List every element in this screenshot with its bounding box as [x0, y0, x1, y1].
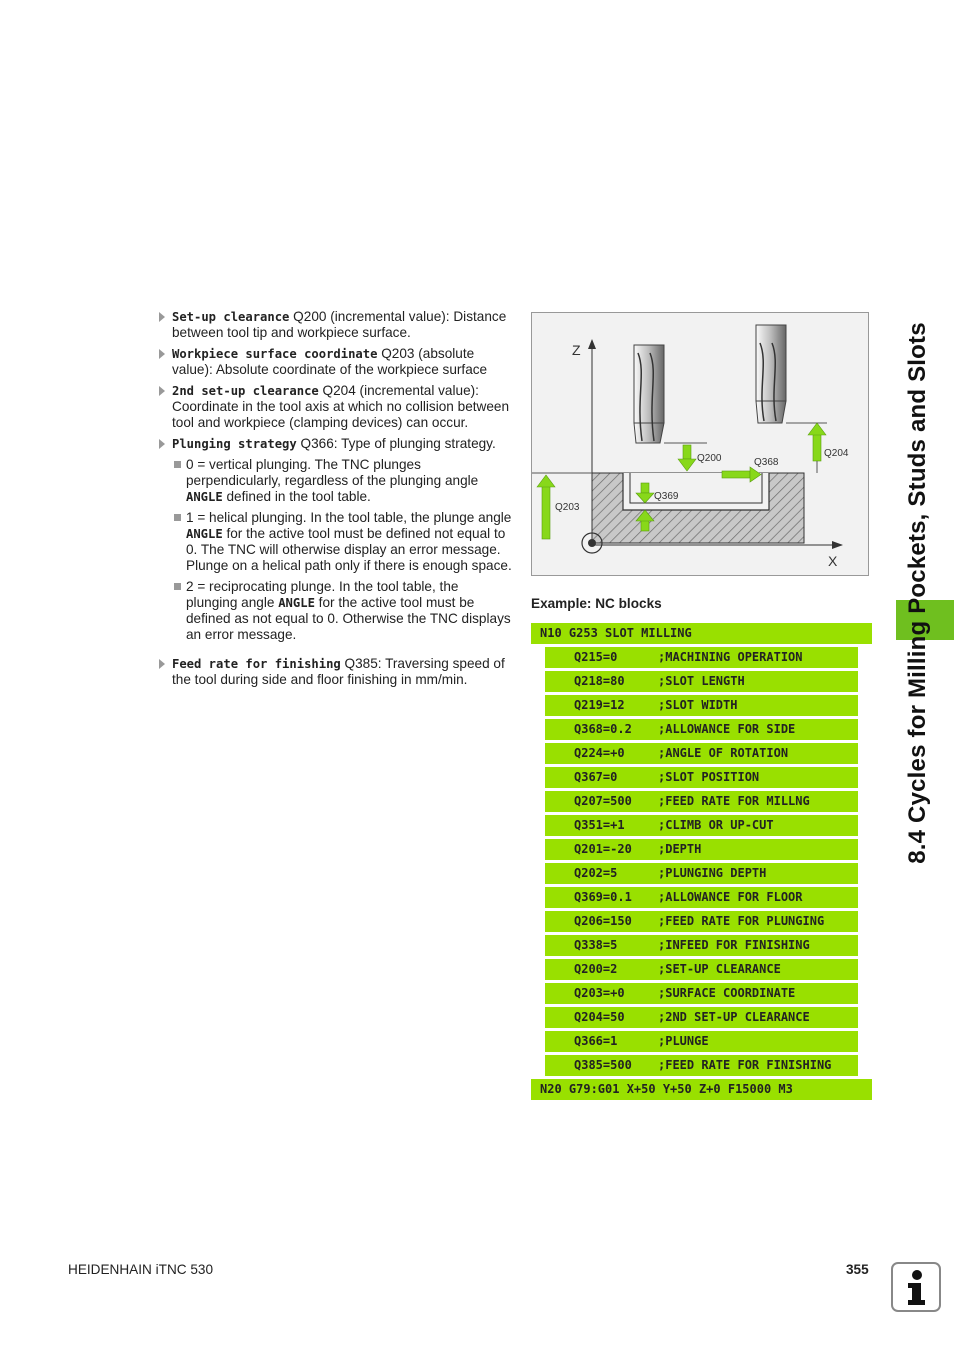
param-workpiece-surface — [158, 346, 513, 378]
nc-row — [545, 719, 858, 740]
bullet-triangle-icon — [159, 349, 165, 359]
label-q204: Q204 — [824, 448, 849, 459]
bullet-triangle-icon — [159, 386, 165, 396]
nc-comment: ;FEED RATE FOR MILLNG — [658, 794, 810, 808]
example-heading: Example: NC blocks — [531, 596, 662, 611]
bullet-triangle-icon — [159, 659, 165, 669]
nc-row — [545, 647, 858, 668]
option-keyword: ANGLE — [278, 596, 315, 610]
nc-parameter-rows — [531, 647, 872, 1076]
nc-comment: ;ANGLE OF ROTATION — [658, 746, 789, 760]
label-q368: Q368 — [754, 457, 779, 468]
nc-row — [545, 1055, 858, 1076]
param-text: Q366: Type of plunging strategy. — [296, 436, 496, 451]
nc-row — [545, 767, 858, 788]
param-keyword: Plunging strategy — [172, 437, 297, 451]
nc-comment: ;PLUNGING DEPTH — [658, 866, 767, 880]
chapter-side-title — [898, 310, 938, 876]
info-icon — [891, 1262, 941, 1312]
param-keyword: Feed rate for finishing — [172, 657, 341, 671]
nc-program — [531, 623, 872, 1103]
nc-row — [545, 911, 858, 932]
footer-product-name: HEIDENHAIN iTNC 530 — [68, 1262, 214, 1277]
nc-block-last: N20 G79:G01 X+50 Y+50 Z+0 F15000 M3 — [531, 1079, 872, 1100]
nc-code: Q215=0 — [574, 650, 618, 664]
nc-comment: ;PLUNGE — [658, 1034, 709, 1048]
bullet-square-icon — [174, 461, 181, 468]
label-q369: Q369 — [654, 491, 679, 502]
nc-code: Q351=+1 — [574, 818, 625, 832]
nc-code: Q202=5 — [574, 866, 618, 880]
nc-code: Q206=150 — [574, 914, 632, 928]
nc-code: Q207=500 — [574, 794, 632, 808]
nc-comment: ;FEED RATE FOR PLUNGING — [658, 914, 825, 928]
nc-code: Q338=5 — [574, 938, 618, 952]
label-q200: Q200 — [697, 453, 722, 464]
option-keyword: ANGLE — [186, 527, 223, 541]
nc-row — [545, 743, 858, 764]
label-q203: Q203 — [555, 502, 580, 513]
nc-code: Q366=1 — [574, 1034, 618, 1048]
nc-code: Q219=12 — [574, 698, 625, 712]
nc-row — [545, 695, 858, 716]
option-helical — [158, 510, 513, 574]
chapter-title-text: 8.4 Cycles for Milling Pockets, Studs and Slots — [904, 322, 931, 864]
option-text: for the active tool must be defined not equal to 0. The TNC will otherwise display an error message. Plunge on a helical path only if there is enough space. — [186, 526, 512, 573]
nc-code: Q204=50 — [574, 1010, 625, 1024]
bullet-square-icon — [174, 514, 181, 521]
param-keyword: Workpiece surface coordinate — [172, 347, 378, 361]
nc-code: Q203=+0 — [574, 986, 625, 1000]
nc-row — [545, 983, 858, 1004]
bullet-square-icon — [174, 583, 181, 590]
axis-x-label: X — [828, 553, 838, 569]
param-keyword: Set-up clearance — [172, 310, 290, 324]
nc-comment: ;SLOT LENGTH — [658, 674, 745, 688]
nc-row — [545, 671, 858, 692]
nc-code: Q201=-20 — [574, 842, 632, 856]
nc-code: Q224=+0 — [574, 746, 625, 760]
nc-comment: ;ALLOWANCE FOR FLOOR — [658, 890, 803, 904]
slot-milling-diagram — [531, 312, 869, 576]
nc-row — [545, 839, 858, 860]
nc-comment: ;FEED RATE FOR FINISHING — [658, 1058, 832, 1072]
nc-row — [545, 959, 858, 980]
nc-block-first: N10 G253 SLOT MILLING — [531, 623, 872, 644]
nc-code: Q385=500 — [574, 1058, 632, 1072]
tool-vertical — [634, 345, 664, 443]
option-text: defined in the tool table. — [222, 489, 371, 504]
param-text: Q203 (absolute value): Absolute coordinate of the workpiece surface — [172, 346, 488, 377]
option-keyword: ANGLE — [186, 490, 223, 504]
nc-comment: ;SET-UP CLEARANCE — [658, 962, 781, 976]
param-keyword: 2nd set-up clearance — [172, 384, 319, 398]
nc-row — [545, 791, 858, 812]
param-setup-clearance — [158, 309, 513, 341]
page-number: 355 — [846, 1262, 869, 1277]
nc-comment: ;SLOT POSITION — [658, 770, 760, 784]
nc-row — [545, 1007, 858, 1028]
nc-code: Q200=2 — [574, 962, 618, 976]
nc-comment: ;SLOT WIDTH — [658, 698, 738, 712]
nc-code: Q367=0 — [574, 770, 618, 784]
option-text: 2 = reciprocating plunge. In the tool table, the plunging angle — [186, 579, 459, 610]
param-plunging-strategy — [158, 436, 513, 452]
option-text: 0 = vertical plunging. The TNC plunges perpendicularly, regardless of the plunging angle — [186, 457, 479, 488]
nc-code: Q368=0.2 — [574, 722, 632, 736]
bullet-triangle-icon — [159, 439, 165, 449]
option-text: for the active tool must be defined as not equal to 0. Otherwise the TNC displays an error message. — [186, 595, 511, 642]
nc-comment: ;DEPTH — [658, 842, 702, 856]
parameter-descriptions — [158, 309, 513, 693]
bullet-triangle-icon — [159, 312, 165, 322]
nc-comment: ;MACHINING OPERATION — [658, 650, 803, 664]
param-feed-rate-finishing — [158, 656, 513, 688]
param-text: Q385: Traversing speed of the tool during side and floor finishing in mm/min. — [172, 656, 505, 687]
option-vertical — [158, 457, 513, 505]
nc-comment: ;SURFACE COORDINATE — [658, 986, 796, 1000]
nc-code: Q218=80 — [574, 674, 625, 688]
diagram-svg — [532, 313, 870, 577]
nc-comment: ;CLIMB OR UP-CUT — [658, 818, 774, 832]
option-reciprocating — [158, 579, 513, 643]
nc-row — [545, 863, 858, 884]
nc-row — [545, 935, 858, 956]
nc-row — [545, 887, 858, 908]
nc-row — [545, 1031, 858, 1052]
option-text: 1 = helical plunging. In the tool table, the plunge angle — [186, 510, 512, 525]
param-2nd-setup-clearance — [158, 383, 513, 431]
nc-code: Q369=0.1 — [574, 890, 632, 904]
axis-z-label: Z — [572, 342, 581, 358]
nc-comment: ;ALLOWANCE FOR SIDE — [658, 722, 796, 736]
tool-helical — [756, 325, 786, 423]
nc-row — [545, 815, 858, 836]
param-text: Q204 (incremental value): Coordinate in the tool axis at which no collision between tool and workpiece (clamping devices) can occur. — [172, 383, 510, 430]
nc-comment: ;2ND SET-UP CLEARANCE — [658, 1010, 810, 1024]
param-text: Q200 (incremental value): Distance between tool tip and workpiece surface. — [172, 309, 507, 340]
nc-comment: ;INFEED FOR FINISHING — [658, 938, 810, 952]
